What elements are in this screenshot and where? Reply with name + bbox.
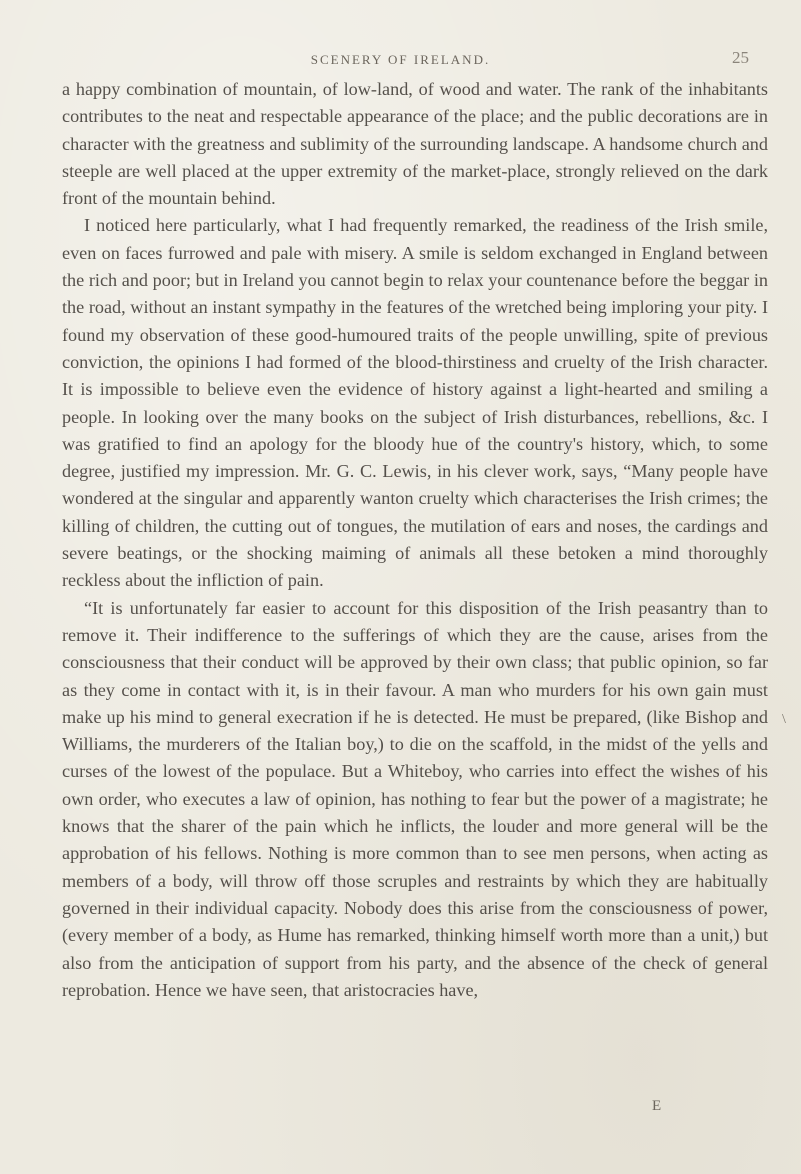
running-head: SCENERY OF IRELAND. (310, 52, 491, 67)
body-text (62, 76, 768, 1004)
margin-mark: \ (782, 712, 786, 727)
paragraph: a happy combination of mountain, of low-land, of wood and water. The rank of the inhabitants contributes to the neat and respectable appearance of the place; and the public decorations are in character with the greatness and sublimity of the surrounding landscape. A handsome church and steeple are well placed at the upper extremity of the market-place, strongly relieved on the dark front of the mountain behind. (62, 79, 768, 209)
paragraph: “It is unfortunately far easier to account for this disposition of the Irish peasantry than to remove it. Their indifference to the sufferings of which they are the cause, arises from the consciousness that their conduct will be approved by their own class; that public opinion, so far as they come in contact with it, is in their favour. A man who murders for his own gain must make up his mind to general execration if he is detected. He must be prepared, (like Bishop and Williams, the murderers of the Italian boy,) to die on the scaffold, in the midst of the yells and curses of the lowest of the populace. But a Whiteboy, who carries into effect the wishes of his own order, who executes a law of opinion, has nothing to fear but the power of a magistrate; he knows that the sharer of the pain which he inflicts, the louder and more general will be the approbation of his fellows. Nothing is more common than to see men persons, when acting as members of a body, will throw off those scruples and restraints by which they are habitually governed in their individual capacity. Nobody does this arise from the consciousness of power, (every member of a body, as Hume has remarked, thinking himself worth more than a unit,) but also from the anticipation of support from his party, and the absence of the check of general reprobation. Hence we have seen, that aristocracies have, (62, 597, 768, 1000)
signature-mark: E (652, 1098, 662, 1114)
paragraph: I noticed here particularly, what I had frequently remarked, the readiness of the Irish smile, even on faces furrowed and pale with misery. A smile is seldom exchanged in England between the rich and poor; but in Ireland you cannot begin to relax your countenance before the beggar in the road, without an instant sympathy in the features of the wretched being imploring your pity. I found my observation of these good-humoured traits of the people unwilling, spite of previous conviction, the opinions I had formed of the blood-thirstiness and cruelty of the Irish character. It is impossible to believe even the evidence of history against a light-hearted and smiling a people. In looking over the many books on the subject of Irish disturbances, rebellions, &c. I was gratified to find an apology for the bloody hue of the country's history, which, to some degree, justified my impression. Mr. G. C. Lewis, in his clever work, says, “Many people have wondered at the singular and apparently wanton cruelty which characterises the Irish crimes; the killing of children, the cutting out of tongues, the mutilation of ears and noses, the cardings and severe beatings, or the shocking maiming of animals all these betoken a mind thoroughly reckless about the infliction of pain. (62, 215, 768, 591)
page-number: 25 (732, 48, 749, 67)
